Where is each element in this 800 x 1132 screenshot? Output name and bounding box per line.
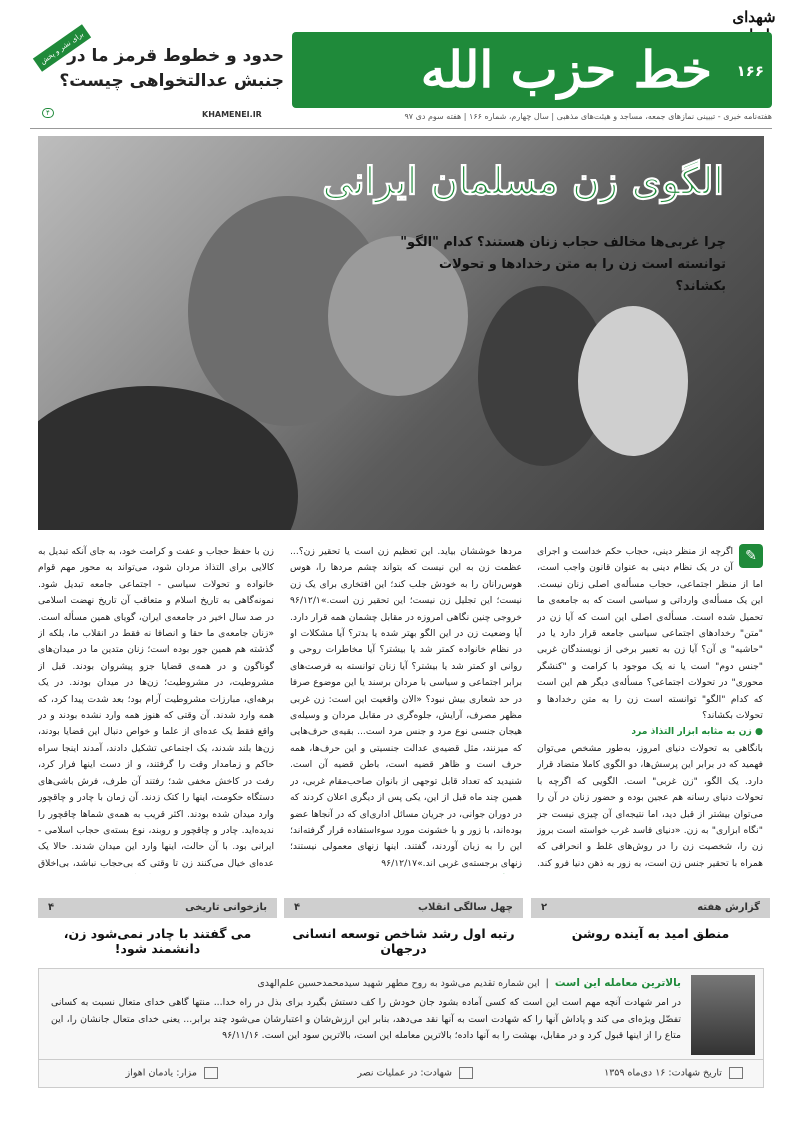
shrine-icon: [204, 1067, 218, 1079]
teaser-section-bar: [38, 898, 277, 918]
teaser-weekly-report[interactable]: [531, 898, 770, 958]
col3-body: زن با حفظ حجاب و عفت و کرامت خود، به جای آنکه تبدیل به کالایی برای التذاذ مردان شود، می‌تواند به محور مهم قوام خانواده و تحولات سیاسی - اجتماعی جامعه تبدیل شود. نمونه‌گاهی به تاریخ اسلام و متعاقب آن تاریخ نهضت اسلامی در صد سال اخیر در جامعه‌ی ایران، گویای همین مسأله است. «زنان جامعه‌ی ما حقا و انصافا نه فقط در انقلاب ما، بلکه از گذشته هم همین جور بوده است؛ زنان متدین ما در میدان‌های گوناگون و در همه‌ی قضایا جزو پیشروان بودند. قبل از مشروطیت، در مشروطیت؛ زن‌ها در میدان بودند. در یک برهه‌ای، مبارزات مشروطیت آرام بود؛ بعد شدت پیدا کرد، که همه وارد شدند. آن وقتی که هنوز همه وارد نشده بودند و در واقع فقط یک عده‌ای از علما و خواص دنبال این قضایا بودند، زن‌ها بلند شدند، یک اجتماعی تشکیل دادند، آمدند اینجا سراه حاکم و زمامدار وقت را گرفتند، و از دست اینها فرار کرد، رفت در کاخش مخفی شد؛ رفتند آن طرف، فرش باشی‌های دستگاه حکومت، اینها را کتک زدند. آن زمان با چادر و چاقچور وارد میدان شده بودند. اکثر قریب به همه‌ی شماها چاقچور را ندیده‌اید. چادر و چاقچور و روبند، نوع بسته‌ی حجاب اسلامی - ایرانی بود. با آن حالت، اینها وارد این میدان شدند. حالا یک عده‌ای خیال می‌کنند زن تا وقتی که بی‌حجاب نباشد، بی‌اخلاق: [38, 546, 274, 869]
martyr-date: تاریخ شهادت: ۱۶ دی‌ماه ۱۳۵۹: [604, 1067, 743, 1079]
issue-number: ۱۶۶: [736, 62, 764, 80]
col1-intro: اگرچه از منظر دینی، حجاب حکم خداست و اجرای آن در یک نظام دینی به عنوان قانون واجب است، اما از منظر اجتماعی، حجاب مسأله‌ی اصلی زنان نیست. این یک مسأله‌ی وارداتی و سیاسی است که به جامعه‌ی ما تحمیل شده است. مسأله‌ی اصلی این است که آیا زن در "متن" رخدادهای اجتماعی سیاسی جامعه قرار دارد یا در "حاشیه" ی آن؟ آیا زن به تعبیر برخی از نویسندگان غربی "جنس دوم" است یا نه یک موجود با کرامت و "کنشگر محوری" در تحولات اجتماعی؟ مسأله‌ی دیگر هم این است که کدام "الگو" توانسته است زن را به متن رخدادها و تحولات بکشاند؟: [537, 546, 763, 722]
teaser-title[interactable]: می گفتند با چادر نمی‌شود زن، دانشمند شود!: [63, 926, 252, 956]
col2-body: مردها خوششان بیاید. این تعظیم زن است یا تحقیر زن؟... عظمت زن به این نیست که بتواند چشم مردها را، هوس هوس‌رانان را به خودش جلب کند؛ این افتخاری برای یک زن نیست؛ این تجلیل زن نیست؛ این تحقیر زن است.»۹۶/۱۲/۱ خروجی چنین نگاهی امروزه در مقابل چشمان همه قرار دارد. آیا وضعیت زن در این الگو بهتر شده یا بدتر؟ آیا مشکلات او در نظام خانواده کمتر شد یا بیشتر؟ آیا مخاطرات روحی و روانی او کمتر شد یا بیشتر؟ آیا زنان توانسته به فرصت‌های برابر اجتماعی و سیاسی با مردان برسند یا این موضوع صرفا در حد شعاری بیش نبود؟ «الان واقعیت این است: زن غربی مظهر مصرف، آرایش، جلوه‌گری در مقابل مردان و وسیله‌ی هیجان جنسی نوع مرد و جنس مرد است... بقیه‌ی حرف‌هایی که میزنند، مثل قضیه‌ی عدالت جنسیتی و این حرف‌ها، همه حرف است و ظاهر قضیه است، باطن قضیه آن است. شنیدید که تعداد قابل توجهی از بانوان صاحب‌مقام غربی، در همین چند ماه قبل از این، یکی پس از دیگری اعلان کردند که در دوران جوانی، در جریان مسائل اداری‌ای که در آنجاها عضو بوده‌اند، با زور و با خشونت مورد سوءاستفاده قرار گرفته‌اند؛ این را به زبان آوردند، گفتند. اینها زنهای معمولی نیستند؛ زنهای برجسته‌ی غربی اند.»۹۶/۱۲/۱۷: [290, 546, 522, 869]
logo-text: خط حزب الله: [420, 40, 712, 99]
teaser-title[interactable]: رتبه اول رشد شاخص توسعه انسانی درجهان: [292, 926, 515, 956]
teaser-section-bar: [531, 898, 770, 918]
photo-figure-girl: [578, 306, 688, 456]
hero-title: الگوی زن مسلمان ایرانی: [322, 158, 724, 203]
col1-body: بانگاهی به تحولات دنیای امروز، به‌طور مشخص می‌توان فهمید که در برابر این پرسش‌ها، دو الگوی کاملا متضاد قرار دارد. یک الگو، "زن غربی" است. الگویی که اگرچه با تحولات دنیای رسانه هم عجین بوده و حضور زنان در آن را می‌توان بیشتر از قبل دید، اما نتیجه‌ای آن چیزی نیست جز "نگاه ابزاری" به زن. «دنیای فاسد غرب خواسته است بروز زن را، شخصیت زن را در روش‌های غلط و انحرافی که همراه با تحقیر جنس زن است، به زور به ذهن دنیا فرو کند.: [537, 742, 763, 869]
masthead-subline: هفته‌نامه خبری - تبیینی نمازهای جمعه، مساجد و هیئت‌های مذهبی | سال چهارم، شماره ۱۶۶ | هفته سوم دی ۹۷: [404, 112, 772, 121]
martyr-header: بالاترین معامله این است | این شماره تقدیم می‌شود به روح مطهر شهید سیدمحمدحسین علم‌الهدی: [257, 977, 681, 989]
teaser-page: ۴: [294, 902, 301, 913]
teaser-page: ۲: [541, 902, 548, 913]
martyr-quote: در امر شهادت آنچه مهم است این است که کسی آماده بشود جان خودش را کف دستش بگیرد برای بذل در راه خدا... منتها گاهی خدای متعال نسبت به کسانی تفضّل ویژه‌ای می کند و پاداش آنها را که شهادت است به آنها نقد می‌دهد، بنابر این ارزش‌شان و اعتبارشان می‌شود چند برابر... یعنی خدای متعال جانشان را، این متاع را از اینها قبول کرد و در مقابل، بهشت را به آنها داده؛ بالاترین معامله این است، بالاترین سود این است. ۹۶/۱۱/۱۶: [51, 997, 681, 1041]
article-column-1: [537, 544, 763, 874]
calendar-icon: [729, 1067, 743, 1079]
teaser-page: ۴: [48, 902, 55, 913]
logo-banner: [292, 32, 772, 108]
hero-lede: چرا غربی‌ها مخالف حجاب زنان هستند؟ کدام "الگو" توانسته است زن را به متن رخدادها و تحولات بکشاند؟: [400, 235, 726, 294]
site-label: KHAMENEI.IR: [202, 110, 262, 119]
masthead: [30, 30, 772, 125]
col1-subhead: ● زن به مثابه ابزار التذاذ مرد: [631, 726, 763, 738]
teaser-section: بازخوانی تاریخی: [185, 902, 267, 913]
teaser-section: گزارش هفته: [697, 902, 760, 913]
martyr-place: شهادت: در عملیات نصر: [357, 1067, 473, 1079]
martyr-footer: [39, 1059, 763, 1087]
teaser-section-bar: [284, 898, 523, 918]
martyr-box: [38, 968, 764, 1088]
teaser-section: چهل سالگی انقلاب: [418, 902, 513, 913]
teaser-title[interactable]: منطق امید به آینده روشن: [571, 926, 730, 941]
article-column-2: [290, 544, 522, 874]
header-divider: [30, 128, 772, 129]
quote-icon: ✎: [739, 544, 763, 568]
martyr-shrine: مزار: یادمان اهواز: [126, 1067, 218, 1079]
martyr-heading: بالاترین معامله این است: [554, 977, 681, 989]
left-page-number: ۴: [42, 108, 54, 118]
corner-ribbon: برای نشر و پخش: [33, 24, 91, 72]
martyr-photo: [691, 975, 755, 1055]
watermark-logo: شهدای: [732, 8, 776, 26]
teaser-history[interactable]: [38, 898, 277, 958]
martyr-dedication: این شماره تقدیم می‌شود به روح مطهر شهید سیدمحمدحسین علم‌الهدی: [257, 978, 540, 989]
location-icon: [459, 1067, 473, 1079]
left-headline[interactable]: حدود و خطوط قرمز ما در جنبش عدالتخواهی چیست؟: [59, 46, 284, 91]
article-column-3: [38, 544, 274, 874]
teaser-revolution-40[interactable]: [284, 898, 523, 958]
hero-photo: [38, 136, 764, 530]
